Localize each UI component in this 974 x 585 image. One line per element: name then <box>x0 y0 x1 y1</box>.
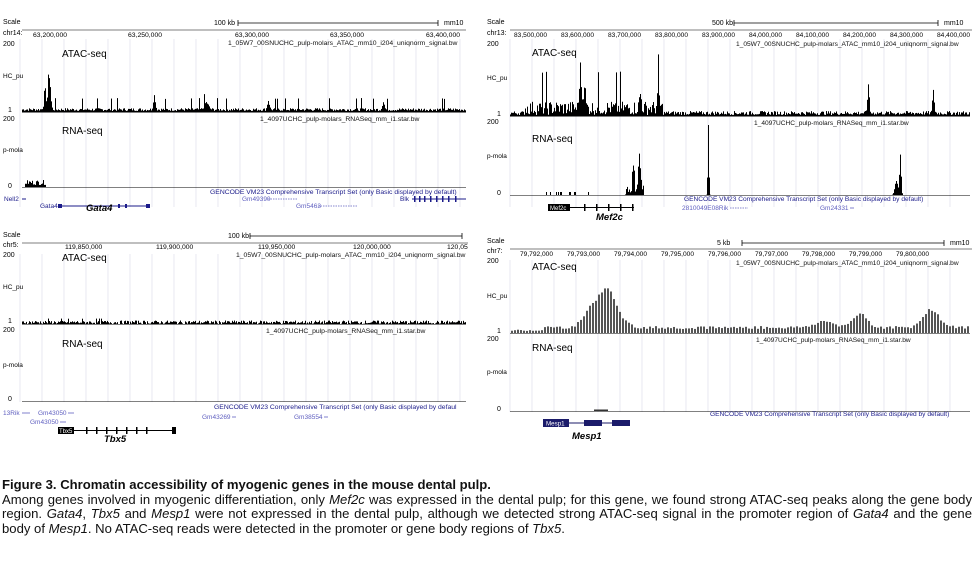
atac-signal <box>22 319 466 324</box>
vertical-gridlines <box>20 39 460 207</box>
rna-track-name: 1_4097UCHC_pulp-molars_RNASeq_mm_i1.star.bw <box>756 337 911 344</box>
axis-bottom: 1 <box>497 111 501 118</box>
tick-label: 79,794,000 <box>614 251 648 258</box>
gencode-label: GENCODE VM23 Comprehensive Transcript Set (only Basic displayed by default) <box>210 189 457 196</box>
rna-track-name: 1_4097UCHC_pulp-molars_RNASeq_mm_i1.star.bw <box>754 120 909 127</box>
rna-label: RNA-seq <box>62 126 103 137</box>
rna-label: RNA-seq <box>532 343 573 354</box>
gene-label: 13Rik <box>3 410 20 417</box>
tick-label: 84,400,000 <box>937 32 971 39</box>
gene-name: Mef2c <box>596 212 623 223</box>
atac-signal <box>22 75 466 112</box>
atac-track-name: 1_05W7_00SNUCHC_pulp-molars_ATAC_mm10_i204_uniqnorm_signal.bw <box>236 252 466 259</box>
rna-label: RNA-seq <box>62 339 103 350</box>
rna-track-name: 1_4097UCHC_pulp-molars_RNASeq_mm_i1.star.bw <box>260 116 420 123</box>
atac-label: ATAC-seq <box>532 262 577 273</box>
tick-label: 63,400,000 <box>426 32 461 39</box>
scale-label: Scale <box>487 19 505 26</box>
gene-annotations <box>548 204 854 223</box>
rna-signal <box>546 125 903 195</box>
atac-signal <box>511 288 969 333</box>
gene-label: Gm38554 <box>294 414 323 421</box>
tick-label: 83,500,000 <box>514 32 548 39</box>
ruler-ticks <box>65 244 468 251</box>
rna-axis-bottom: 0 <box>8 183 12 190</box>
gene-name: Tbx5 <box>104 434 127 445</box>
gene-label: Mesp1 <box>546 420 565 428</box>
gene-label: Nell2 <box>4 196 19 203</box>
chr-label: chr13: <box>487 30 507 37</box>
ruler-ticks <box>514 32 970 39</box>
gene-label: Gata4 <box>40 203 58 210</box>
tick-label: 79,798,000 <box>802 251 836 258</box>
panel-mef2c <box>484 15 974 223</box>
gene-label: 2810049E08Rik <box>682 205 729 212</box>
tick-label: 79,792,000 <box>520 251 554 258</box>
tick-label: 84,000,000 <box>749 32 783 39</box>
assembly-label: mm10 <box>944 20 964 27</box>
caption-title: Figure 3. Chromatin accessibility of myogenic genes in the mouse dental pulp. <box>2 477 491 492</box>
tick-label: 84,200,000 <box>843 32 877 39</box>
tick-label: 83,700,000 <box>608 32 642 39</box>
panel-mesp1 <box>484 236 974 442</box>
tick-label: 63,300,000 <box>235 32 270 39</box>
atac-side-label: HC_pu <box>487 75 508 82</box>
ruler-ticks <box>33 32 460 39</box>
tick-label: 120,000,000 <box>353 244 391 251</box>
tick-label: 119,850,000 <box>65 244 103 251</box>
gencode-label: GENCODE VM23 Comprehensive Transcript Set (only Basic displayed by default) <box>684 196 924 203</box>
tick-label: 79,796,000 <box>708 251 742 258</box>
atac-label: ATAC-seq <box>62 253 107 264</box>
figure-caption <box>2 478 972 536</box>
tick-label: 79,800,000 <box>896 251 930 258</box>
gene-label: Gm43050 <box>30 419 59 426</box>
atac-track-name: 1_05W7_00SNUCHC_pulp-molars_ATAC_mm10_i204_uniqnorm_signal.bw <box>228 40 458 47</box>
rna-axis-bottom: 0 <box>497 190 501 197</box>
gene-name: Mesp1 <box>572 431 602 442</box>
tick-label: 83,900,000 <box>702 32 736 39</box>
atac-signal <box>510 54 970 116</box>
gene-annotations <box>543 419 630 442</box>
assembly-label: mm10 <box>950 240 970 247</box>
gencode-label: GENCODE VM23 Comprehensive Transcript Set (only Basic displayed by default) <box>710 411 950 418</box>
gene-label: Gm5463 <box>296 203 321 210</box>
gene-label: Blk <box>400 196 410 203</box>
scale-bar-label: 5 kb <box>717 240 731 247</box>
tick-label: 83,800,000 <box>655 32 689 39</box>
gene-label: Gm24331 <box>820 205 849 212</box>
atac-label: ATAC-seq <box>62 49 107 60</box>
rna-axis-top: 200 <box>3 327 15 334</box>
gene-label: Tbx5 <box>59 429 73 435</box>
rna-side-label: p-mola <box>3 147 23 154</box>
atac-track-name: 1_05W7_00SNUCHC_pulp-molars_ATAC_mm10_i204_uniqnorm_signal.bw <box>736 41 959 48</box>
tick-label: 120,05 <box>447 244 468 251</box>
gene-annotations <box>4 196 466 214</box>
gene-annotations <box>3 410 328 445</box>
axis-bottom: 1 <box>8 318 12 325</box>
gencode-label: GENCODE VM23 Comprehensive Transcript Set (only Basic displayed by defaul <box>214 404 457 411</box>
tick-label: 119,950,000 <box>258 244 296 251</box>
atac-side-label: HC_pu <box>487 293 508 300</box>
vertical-gridlines <box>510 260 950 412</box>
rna-axis-top: 200 <box>487 336 499 343</box>
rna-side-label: p-mola <box>487 153 507 160</box>
tick-label: 79,795,000 <box>661 251 695 258</box>
tick-label: 63,350,000 <box>330 32 365 39</box>
tick-label: 79,799,000 <box>849 251 883 258</box>
assembly-label: mm10 <box>444 20 464 27</box>
tick-label: 83,600,000 <box>561 32 595 39</box>
gene-name: Gata4 <box>86 203 113 214</box>
tick-label: 79,793,000 <box>567 251 601 258</box>
rna-axis-top: 200 <box>3 116 15 123</box>
atac-label: ATAC-seq <box>532 48 577 59</box>
caption-text: Among genes involved in myogenic differentiation, only Mef2c was expressed in the dental pulp; for this gene, we found strong ATAC-seq peaks along the gene body region. Gata4, Tbx5 and Mesp1 were not expressed in the dental pulp, although we detected strong ATAC-seq signal in the promoter region of Gata4 and the gene body of Mesp1. No ATAC-seq reads were detected in the promoter or gene body regions of Tbx5. <box>2 491 972 536</box>
scale-bar-label: 500 kb <box>712 20 734 27</box>
scale-label: Scale <box>487 238 505 245</box>
chr-label: chr14: <box>3 30 23 37</box>
rna-track-name: 1_4097UCHC_pulp-molars_RNASeq_mm_i1.star.bw <box>266 328 426 335</box>
tick-label: 84,300,000 <box>890 32 924 39</box>
axis-top: 200 <box>487 41 499 48</box>
axis-bottom: 1 <box>497 328 501 335</box>
scale-label: Scale <box>3 19 21 26</box>
panel-tbx5 <box>0 230 470 448</box>
atac-track-name: 1_05W7_00SNUCHC_pulp-molars_ATAC_mm10_i204_uniqnorm_signal.bw <box>736 260 959 267</box>
tick-label: 119,900,000 <box>156 244 194 251</box>
axis-bottom: 1 <box>8 107 12 114</box>
tick-label: 79,797,000 <box>755 251 789 258</box>
rna-side-label: p-mola <box>487 369 507 376</box>
rna-axis-bottom: 0 <box>8 396 12 403</box>
scale-label: Scale <box>3 232 21 239</box>
tick-label: 63,250,000 <box>128 32 163 39</box>
chr-label: chr7: <box>487 248 503 255</box>
axis-top: 200 <box>487 258 499 265</box>
axis-top: 200 <box>3 41 15 48</box>
gene-label: Mef2c <box>550 206 567 212</box>
tick-label: 63,200,000 <box>33 32 68 39</box>
atac-side-label: HC_pu <box>3 73 24 80</box>
panel-gata4 <box>0 15 470 215</box>
ruler-ticks <box>520 251 929 258</box>
axis-top: 200 <box>3 252 15 259</box>
scale-bar-label: 100 kb <box>228 233 250 240</box>
rna-axis-top: 200 <box>487 119 499 126</box>
rna-label: RNA-seq <box>532 134 573 145</box>
rna-axis-bottom: 0 <box>497 406 501 413</box>
rna-side-label: p-mola <box>3 362 23 369</box>
gene-label: Gm49390 <box>242 196 271 203</box>
atac-side-label: HC_pu <box>3 284 24 291</box>
chr-label: chr5: <box>3 242 19 249</box>
tick-label: 84,100,000 <box>796 32 830 39</box>
gene-label: Gm43269 <box>202 414 231 421</box>
scale-bar-label: 100 kb <box>214 20 236 27</box>
rna-signal <box>25 180 46 187</box>
gene-label: Gm43050 <box>38 410 67 417</box>
